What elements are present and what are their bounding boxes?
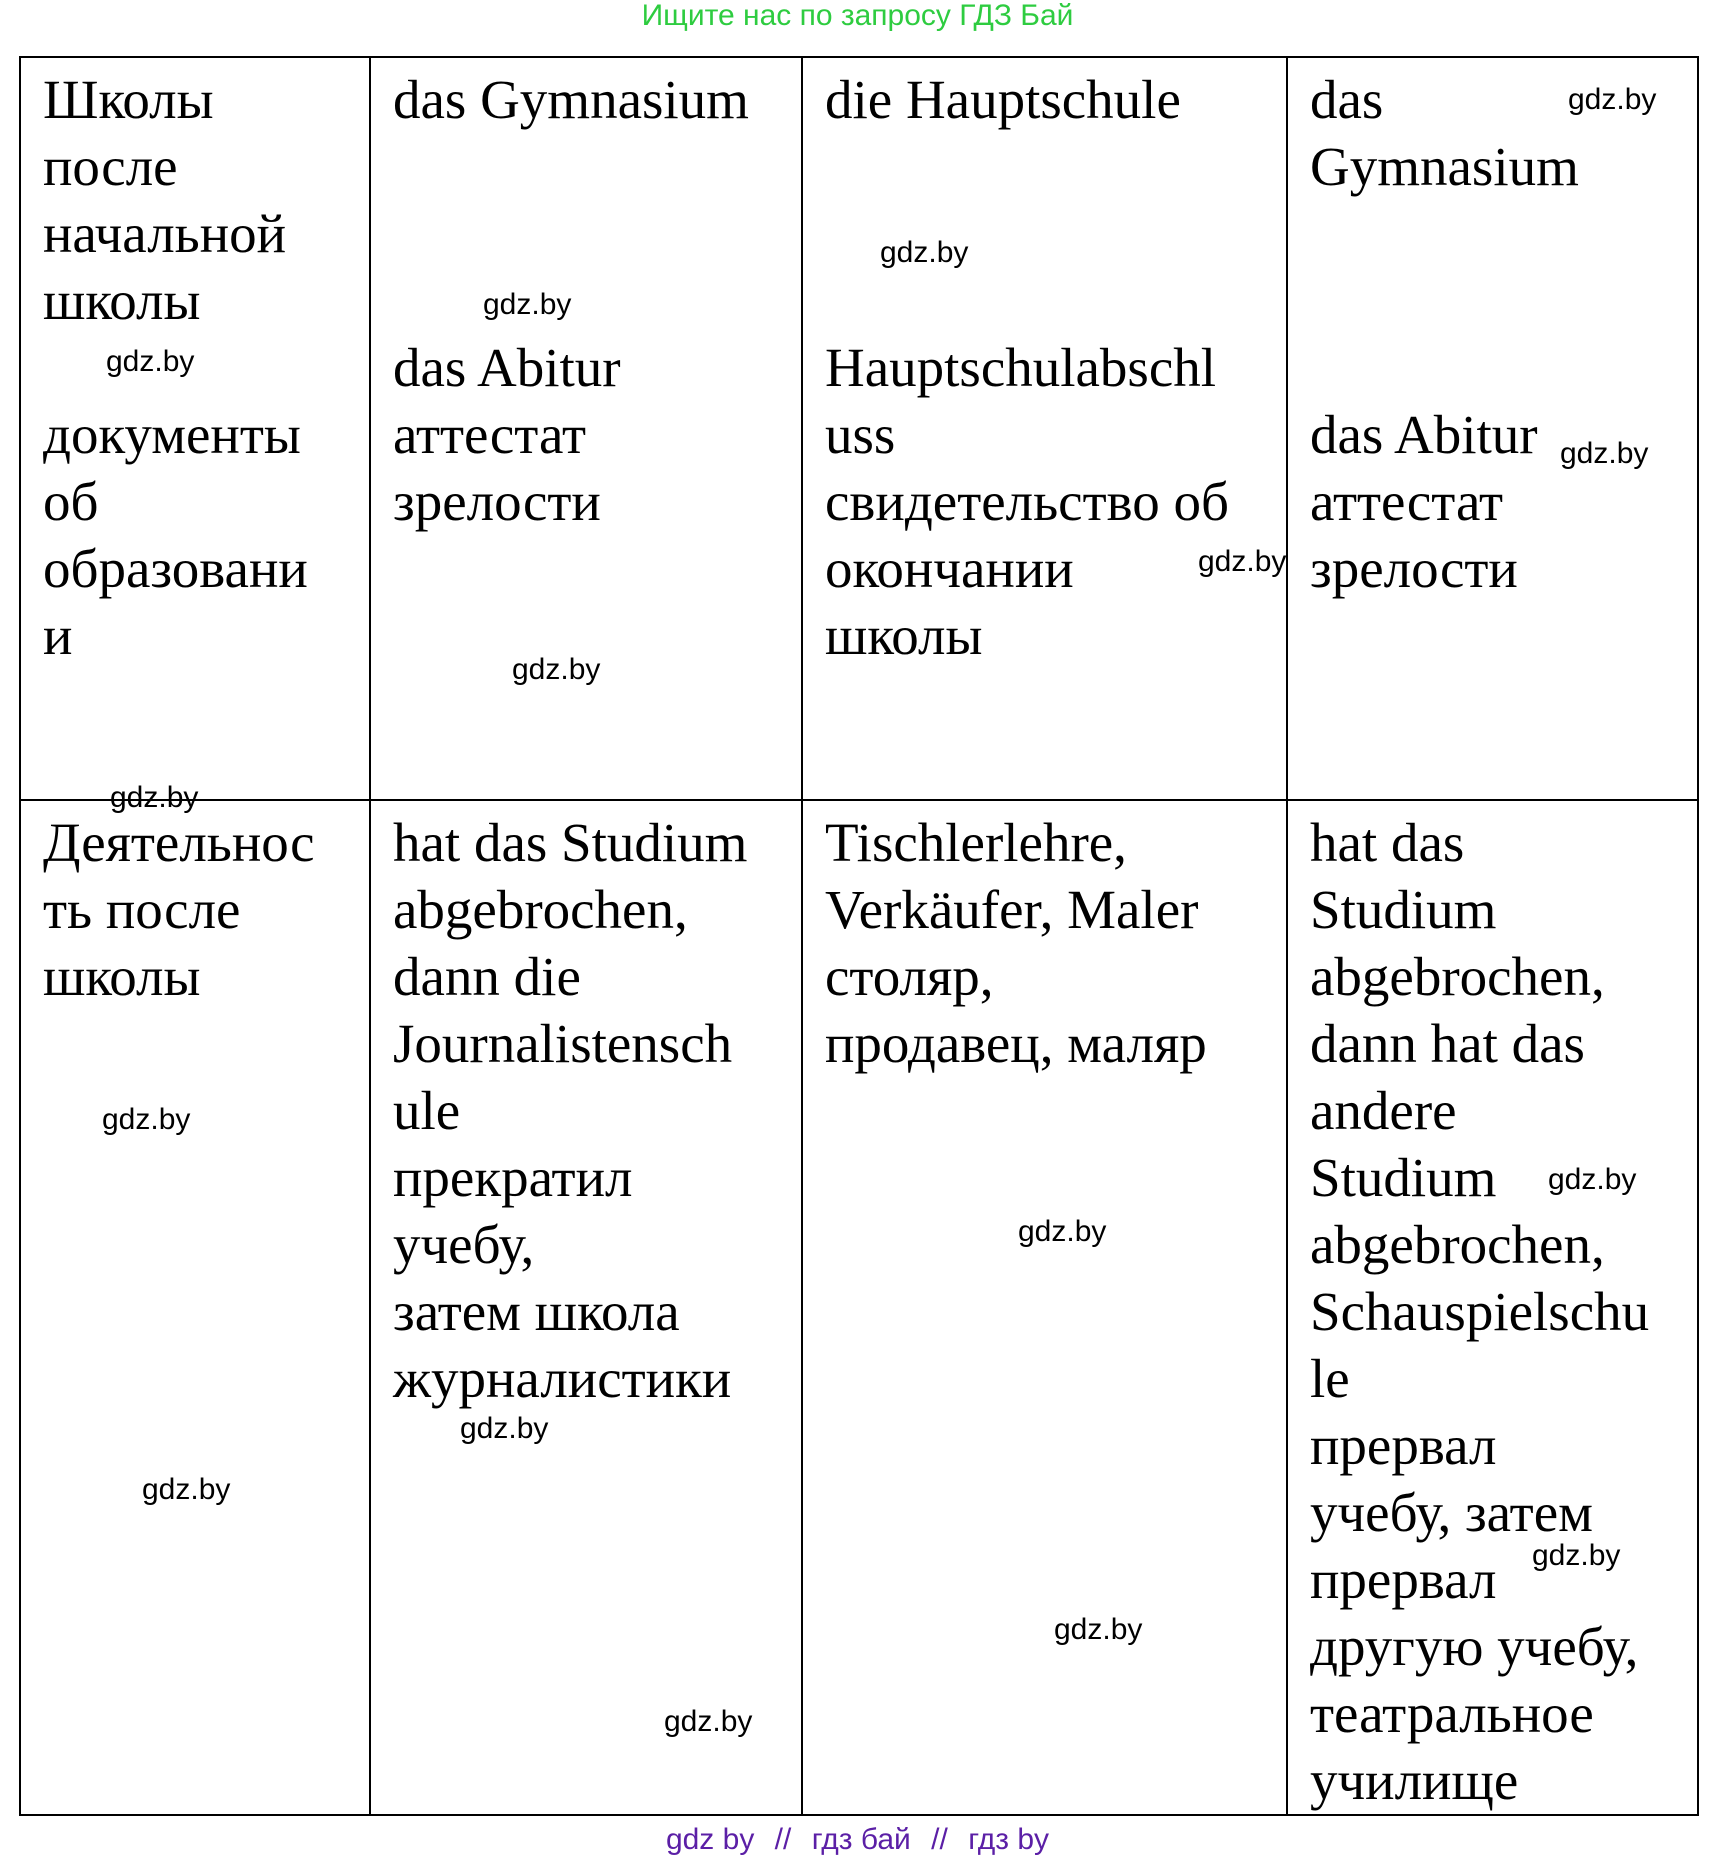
- footer-separator: //: [931, 1823, 948, 1856]
- cell-line: прервал: [1310, 1549, 1497, 1610]
- cell-line: аттестат: [393, 404, 586, 465]
- cell-row1-col1: [20, 57, 370, 800]
- watermark: gdz.by: [1198, 545, 1287, 578]
- cell-line: аттестат: [1310, 471, 1503, 532]
- cell-line: театральное: [1310, 1683, 1594, 1744]
- school-table: [19, 56, 1699, 1816]
- cell-row2-col3: [802, 800, 1287, 1815]
- watermark: gdz.by: [1548, 1163, 1637, 1196]
- cell-line: andere: [1310, 1080, 1457, 1141]
- cell-line: das Abitur: [393, 337, 621, 398]
- cell-line: Verkäufer, Maler: [825, 879, 1199, 940]
- cell-line: школы: [43, 946, 201, 1007]
- cell-line: окончании: [825, 538, 1074, 599]
- watermark: gdz.by: [142, 1473, 231, 1506]
- cell-line: Hauptschulabschl: [825, 337, 1217, 398]
- watermark: gdz.by: [1054, 1613, 1143, 1646]
- cell-line: другую учебу,: [1310, 1616, 1639, 1677]
- cell-line: прекратил: [393, 1147, 633, 1208]
- cell-line: abgebrochen,: [1310, 1214, 1605, 1275]
- watermark: gdz.by: [102, 1103, 191, 1136]
- cell-line: зрелости: [1310, 538, 1518, 599]
- cell-line: die Hauptschule: [825, 69, 1181, 130]
- watermark: gdz.by: [880, 236, 969, 269]
- footer-banner[interactable]: [0, 1822, 1715, 1858]
- cell-line: hat das Studium: [393, 812, 748, 873]
- cell-line: школы: [43, 270, 201, 331]
- footer-link[interactable]: гдз by: [968, 1823, 1050, 1856]
- cell-line: учебу, затем: [1310, 1482, 1593, 1543]
- cell-line: dann hat das: [1310, 1013, 1585, 1074]
- cell-row1-col3: [802, 57, 1287, 800]
- cell-line: продавец, маляр: [825, 1013, 1207, 1074]
- footer-separator: //: [774, 1823, 792, 1856]
- cell-line: das Gymnasium: [393, 69, 749, 130]
- cell-line: и: [43, 605, 73, 666]
- cell-row2-col2: [370, 800, 802, 1815]
- watermark: gdz.by: [512, 653, 601, 686]
- cell-row2-col4: [1287, 800, 1698, 1815]
- watermark: gdz.by: [1560, 437, 1649, 470]
- cell-line: abgebrochen,: [393, 879, 688, 940]
- watermark: gdz.by: [110, 781, 199, 814]
- cell-line: зрелости: [393, 471, 601, 532]
- cell-line: Gymnasium: [1310, 136, 1579, 197]
- cell-line: Школы: [43, 69, 214, 130]
- cell-line: свидетельство об: [825, 471, 1229, 532]
- cell-line: uss: [825, 404, 896, 465]
- cell-line: Studium: [1310, 1147, 1497, 1208]
- cell-line: Journalistensch: [393, 1013, 733, 1074]
- cell-line: Studium: [1310, 879, 1497, 940]
- cell-row2-col1: [20, 800, 370, 1815]
- cell-line: abgebrochen,: [1310, 946, 1605, 1007]
- cell-line: das: [1310, 69, 1384, 130]
- cell-line: затем школа: [393, 1281, 680, 1342]
- watermark: gdz.by: [483, 288, 572, 321]
- cell-line: le: [1310, 1348, 1350, 1409]
- watermark: gdz.by: [1532, 1539, 1621, 1572]
- cell-line: начальной: [43, 203, 287, 264]
- cell-line: hat das: [1310, 812, 1465, 873]
- watermark: gdz.by: [460, 1412, 549, 1445]
- cell-line: Tischlerlehre,: [825, 812, 1127, 873]
- table-row: [20, 57, 1698, 800]
- cell-line: Schauspielschu: [1310, 1281, 1650, 1342]
- cell-line: об: [43, 471, 99, 532]
- header-banner[interactable]: Ищите нас по запросу ГДЗ Бай: [641, 0, 1074, 32]
- cell-line: Деятельнос: [43, 812, 315, 873]
- footer-link[interactable]: гдз бай: [811, 1823, 911, 1856]
- cell-line: после: [43, 136, 178, 197]
- cell-line: ule: [393, 1080, 461, 1141]
- cell-row1-col4: [1287, 57, 1698, 800]
- footer-link[interactable]: gdz by: [665, 1823, 755, 1856]
- watermark: gdz.by: [106, 345, 195, 378]
- cell-line: журналистики: [393, 1348, 732, 1409]
- cell-line: dann die: [393, 946, 581, 1007]
- table-row: [20, 800, 1698, 1815]
- cell-line: документы: [43, 404, 301, 465]
- cell-line: прервал: [1310, 1415, 1497, 1476]
- watermark: gdz.by: [1018, 1215, 1107, 1248]
- watermark: gdz.by: [1568, 83, 1657, 116]
- watermark: gdz.by: [664, 1705, 753, 1738]
- cell-line: учебу,: [393, 1214, 535, 1275]
- cell-line: ть после: [43, 879, 241, 940]
- cell-line: das Abitur: [1310, 404, 1538, 465]
- cell-line: училище: [1310, 1750, 1519, 1811]
- cell-line: школы: [825, 605, 983, 666]
- cell-row1-col2: [370, 57, 802, 800]
- cell-line: столяр,: [825, 946, 994, 1007]
- cell-line: образовани: [43, 538, 308, 599]
